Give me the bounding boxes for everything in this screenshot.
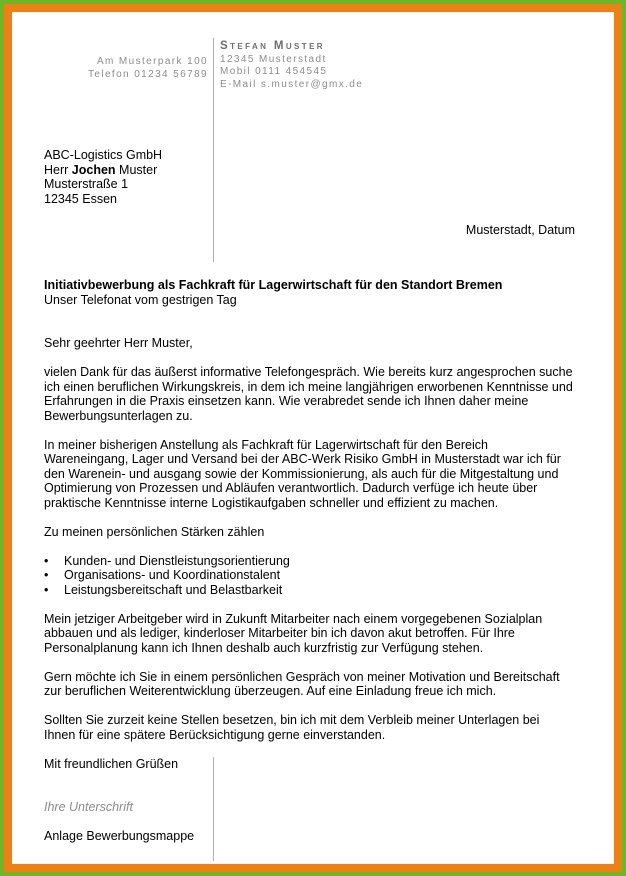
recipient-street: Musterstraße 1	[44, 177, 129, 191]
sender-phone: Telefon 01234 56789	[87, 68, 208, 80]
letter-page	[12, 12, 614, 864]
recipient-person	[44, 163, 162, 178]
list-item: • Organisations- und Koordinationstalent	[44, 568, 574, 583]
paragraph-experience: In meiner bisherigen Anstellung als Fachkraft für Lagerwirtschaft für den Bereich Wareneingang, Lager und Versand bei der ABC-Werk Risiko GmbH in Musterstadt war ich für den Warenein- und ausgang sowie der Kommissionierung, als auch für die Mitgestaltung und Optimierung von Prozessen und Abläufen verantwortlich. Dadurch verfüge ich heute über praktische Kenntnisse interne Logistikaufgaben schneller und effizient zu machen.	[44, 437, 561, 510]
paragraph-availability: Mein jetziger Arbeitgeber wird in Zukunft Mitarbeiter nach einem vorgegebenen Sozialplan abbauen und als lediger, kinderloser Mitarbeiter bin ich davon akut betroffen. Für Ihre Personalplanung kann ich Ihnen deshalb auch kurzfristig zur Verfügung stehen.	[44, 611, 543, 655]
sender-email: E-Mail s.muster@gmx.de	[220, 78, 364, 90]
recipient-last-name: Muster	[119, 162, 158, 177]
paragraph-intro: vielen Dank für das äußerst informative Telefongespräch. Wie bereits kurz angesprochen suche ich einen beruflichen Wirkungskreis, in dem ich meine langjährigen erworbenen Kenntnisse und Erfahrungen in die Praxis einsetzen kann. Wie verabredet sende ich Ihnen daher meine Bewerbungsunterlagen zu.	[44, 365, 573, 423]
paragraph-interview: Gern möchte ich Sie in einem persönlichen Gespräch von meiner Motivation und Bereitschaft zur beruflichen Weiterentwicklung überzeugen. Auf eine Einladung freue ich mich.	[44, 669, 560, 698]
sender-mobile: Mobil 0111 454545	[220, 66, 328, 77]
strengths-list	[44, 554, 574, 598]
sender-name: Stefan Muster	[220, 40, 325, 52]
paragraph-strengths-intro: Zu meinen persönlichen Stärken zählen	[44, 524, 265, 539]
greeting: Sehr geehrter Herr Muster,	[44, 336, 193, 350]
recipient-company: ABC-Logistics GmbH	[44, 148, 163, 162]
subject-line: Initiativbewerbung als Fachkraft für Lagerwirtschaft für den Standort Bremen	[44, 278, 503, 292]
paragraph-retention: Sollten Sie zurzeit keine Stellen besetzen, bin ich mit dem Verbleib meiner Unterlagen bei Ihnen für eine spätere Berücksichtigung gerne einverstanden.	[44, 713, 540, 742]
closing: Mit freundlichen Grüßen	[44, 756, 179, 771]
sender-contact-block	[220, 40, 363, 91]
attachment-line: Anlage Bewerbungsmappe	[44, 829, 195, 843]
sender-street: Am Musterpark 100	[96, 56, 208, 67]
list-item: • Kunden- und Dienstleistungsorientierung	[44, 554, 574, 569]
reference-line: Unser Telefonat vom gestrigen Tag	[44, 292, 237, 307]
recipient-address	[44, 148, 162, 206]
recipient-first-name: Jochen	[71, 162, 116, 177]
letter-date: Musterstadt, Datum	[465, 223, 575, 237]
recipient-city: 12345 Essen	[44, 191, 117, 206]
sender-city: 12345 Musterstadt	[220, 53, 327, 65]
letter-body	[44, 278, 574, 844]
recipient-salutation: Herr	[44, 162, 69, 177]
divider-line-top	[213, 38, 214, 262]
list-item: • Leistungsbereitschaft und Belastbarkeit	[44, 583, 574, 598]
sender-address-block	[88, 56, 208, 81]
signature-label: Ihre Unterschrift	[44, 800, 133, 814]
